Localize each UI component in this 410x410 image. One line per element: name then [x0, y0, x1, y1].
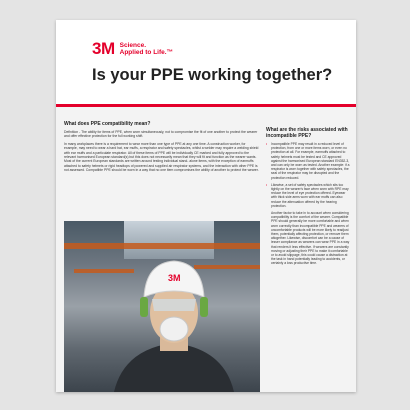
respirator-mask	[160, 317, 188, 341]
ear-muff-right	[200, 297, 208, 317]
tagline-line-2: Applied to Life.™	[119, 48, 174, 56]
brand-logo: 3M	[92, 39, 115, 58]
document-body	[56, 107, 356, 392]
helmet-logo: 3M	[168, 273, 181, 283]
workplace-paragraph: In many workplaces there is a requirement to wear more than one type of PPE at any one time. A construction worker, for example, may need to wear a hard hat, ear muffs, a respirator and safety spectacles, whilst a welder may require a welding shield with ear muffs and a particulate respirator. All of these items of PPE will be individually CE marked and fully approved to the relevant harmonised European standard(s) but this does not necessarily mean that they will fit and function as the wearer wants. Most of the current European standards are written around testing individual stand- alone items, with the exception of earmuffs attached to safety helmets or rigid headtops of powered and supplied air respirator systems, and the interaction with other PPE is not assessed. Compatible PPE should be worn in a way that no one item compromises the ability of another to protect the wearer.	[64, 141, 259, 173]
document-page	[56, 20, 356, 392]
brand-tagline	[120, 42, 173, 56]
right-column	[266, 127, 350, 269]
tagline-line-1: Science.	[119, 41, 147, 49]
ear-muff-left	[140, 297, 148, 317]
risk-bullet-1: • Incompatible PPE may result in a reduced level of protection, from one or more items worn, or even no protection at all. For example, earmuffs attached to safety helmets must be tested and CE approved against the harmonised European standard EN352-3, and can only be worn as tested. Another example: if a respirator is worn together with safety spectacles, the seal of the respirator may be disrupted and the protection reduced.	[266, 142, 350, 180]
document-header	[56, 20, 356, 108]
compatibility-heading: What does PPE compatibility mean?	[64, 121, 151, 127]
brand-logo-row	[92, 40, 173, 57]
risk-bullet-2: • Likewise, a set of safety spectacles which sits too tightly on the wearer's face when worn with RPE may reduce the level of eye protection offered. Eyewear with thick side arms worn with ear muffs can also reduce the attenuation offered by the hearing protection.	[266, 183, 350, 208]
risks-heading: What are the risks associated with incompatible PPE?	[266, 127, 348, 139]
left-column	[64, 121, 260, 176]
worker-photo	[64, 221, 260, 392]
comfort-paragraph: Another factor to take in to account when considering compatibility is the comfort of the wearer. Compatible PPE should generally be more comfortable and when worn correctly than incompatible PPE and wearers of uncomfortable products will be more likely to readjust them, potentially affecting protection, or remove them altogether. Likewise, discomfort can be a cause of lesser compliance as wearers can wear PPE in a way that renders it less effective. If wearers are constantly moving or adjusting their PPE to make it comfortable or to avoid slippage, this could cause a distraction at the task in hand potentially leading to accidents, or certainly a loss productive time.	[271, 211, 350, 266]
definition-paragraph: Definition - The ability for items of PPE, when worn simultaneously, not to compromise the fit of one another to protect the wearer and offer effective protection for the full working shift.	[64, 130, 258, 139]
document-title: Is your PPE working together?	[92, 66, 333, 84]
safety-visor	[152, 299, 196, 311]
worker-figure	[104, 241, 244, 392]
